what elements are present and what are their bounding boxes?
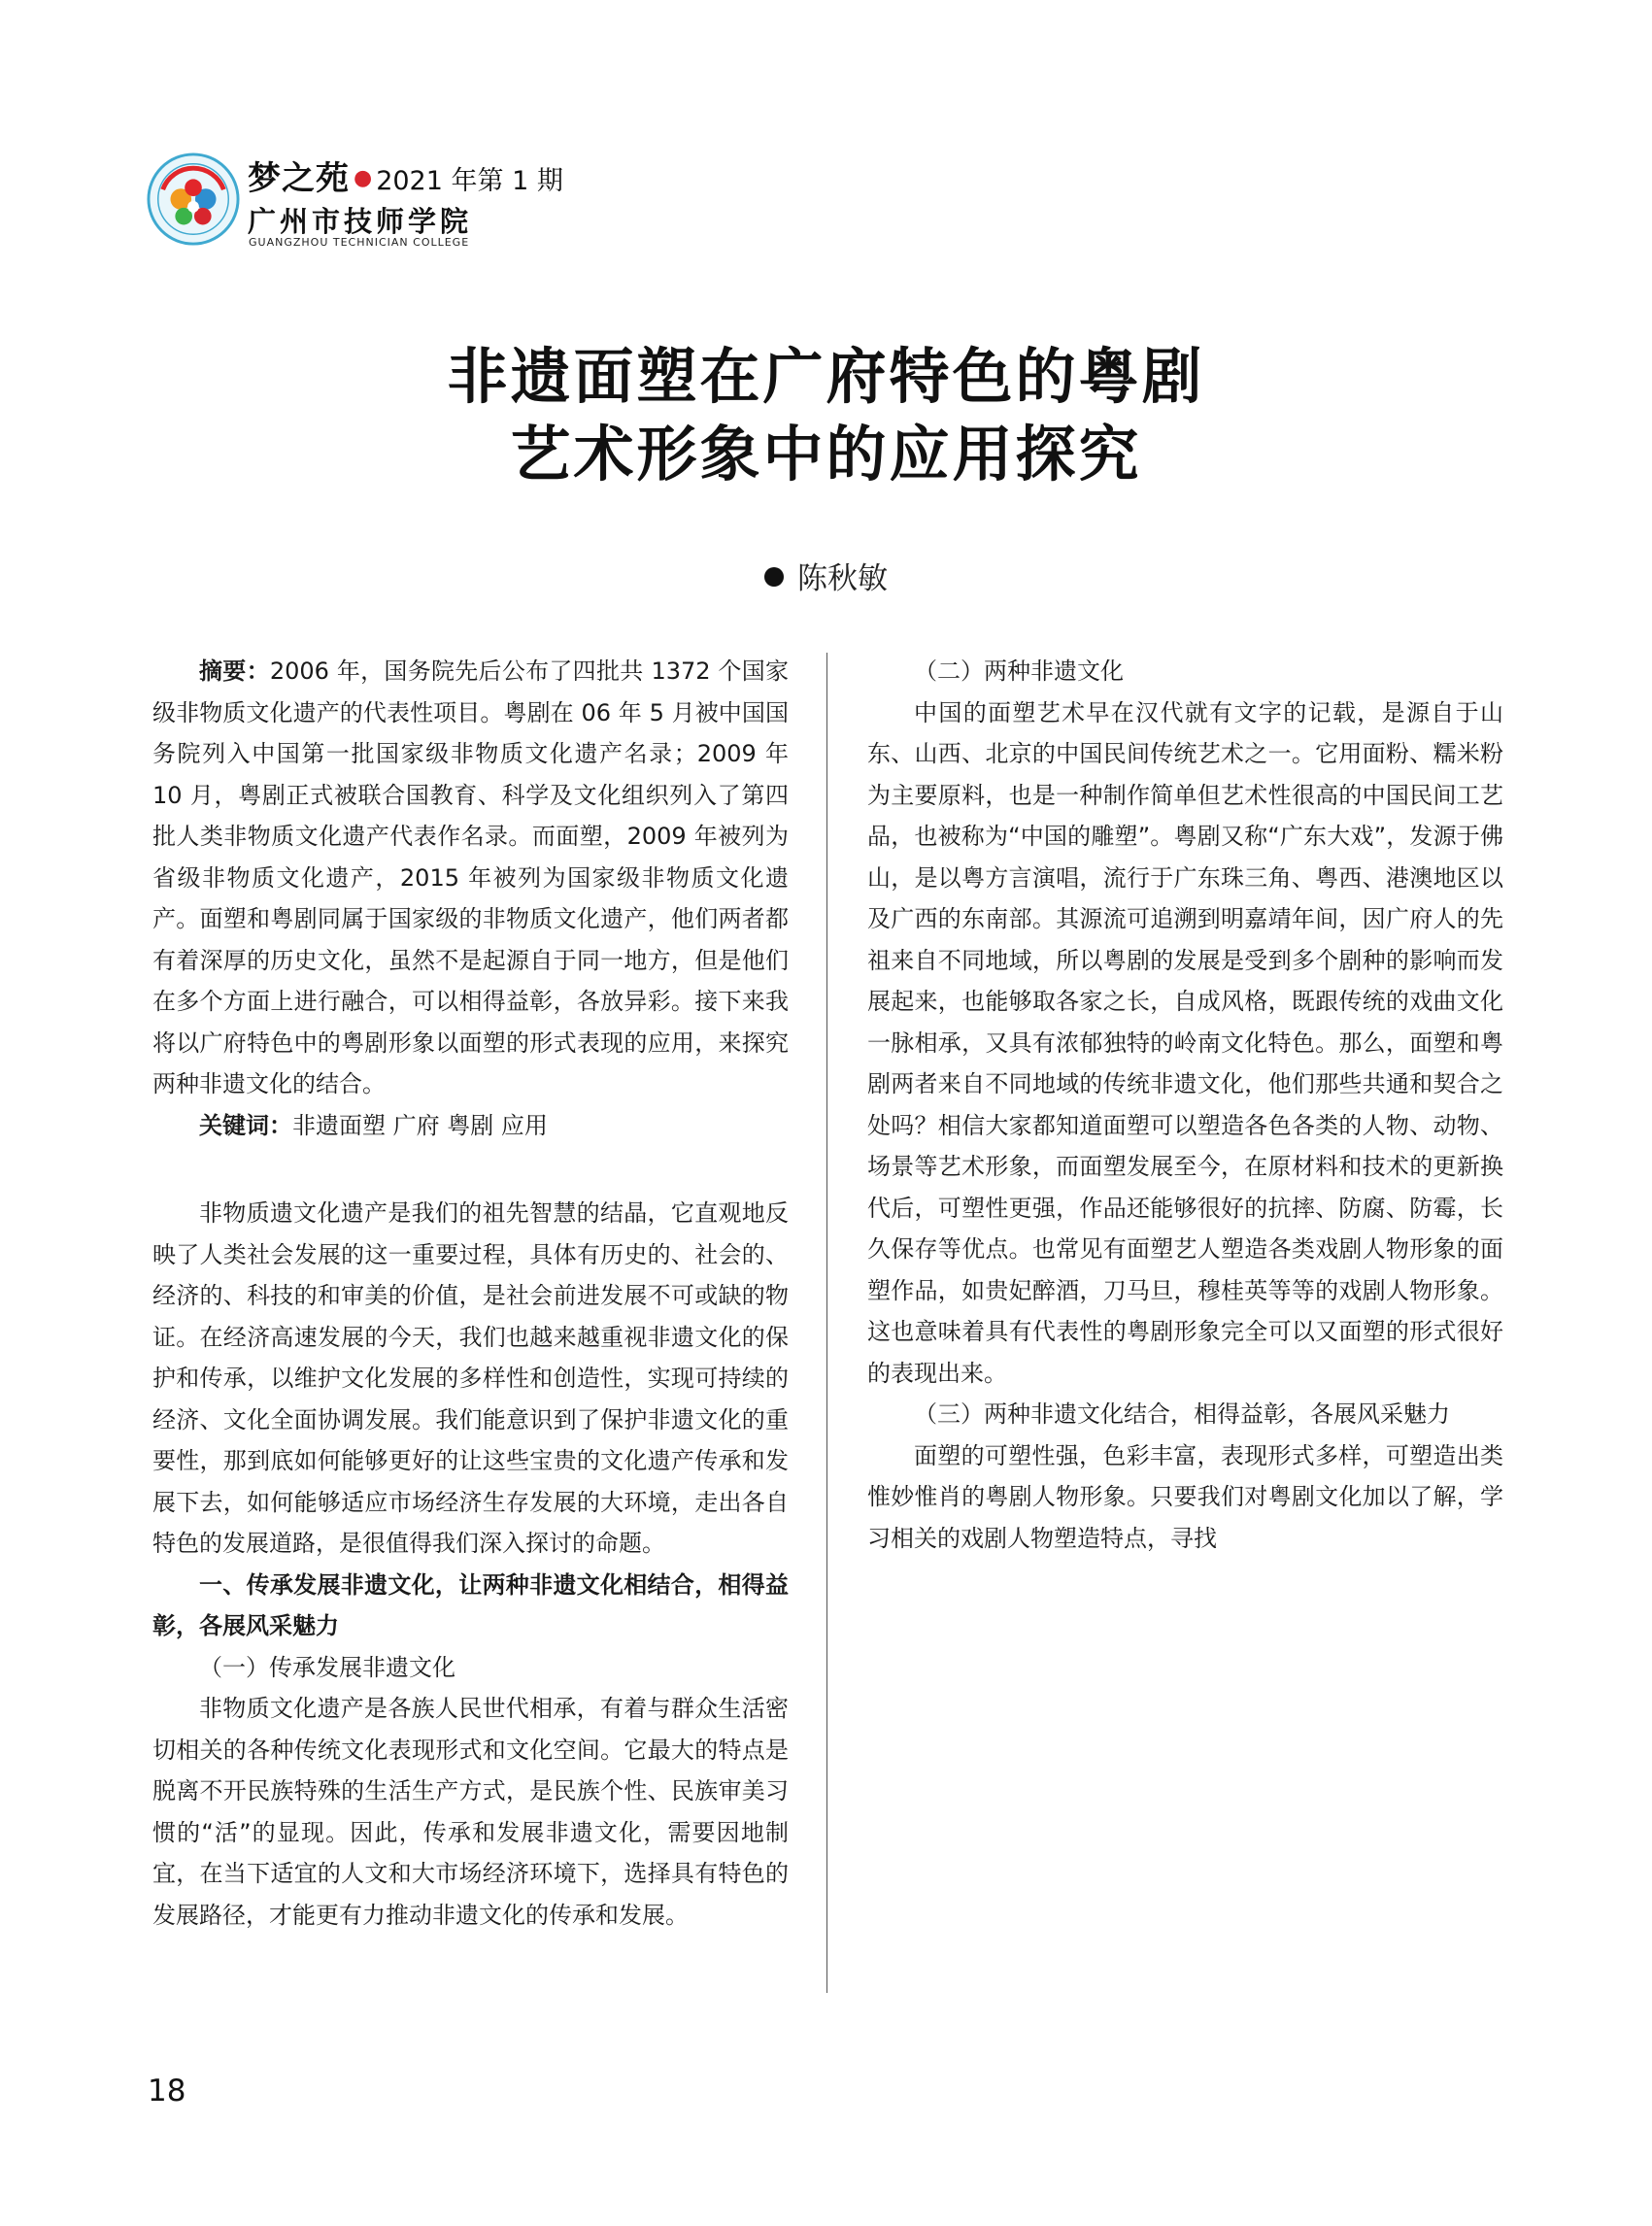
keywords-label: 关键词： [199,1111,292,1139]
subsection3-paragraph: 面塑的可塑性强，色彩丰富，表现形式多样，可塑造出类惟妙惟肖的粤剧人物形象。只要我们对粤剧文化加以了解，学习相关的戏剧人物塑造特点，寻找 [867,1441,1503,1552]
left-column [152,651,789,1936]
abstract-label: 摘要： [199,658,270,685]
keywords [152,1105,789,1147]
separator-dot-icon: ● [354,166,373,190]
intro-paragraph: 非物质遗文化遗产是我们的祖先智慧的结晶，它直观地反映了人类社会发展的这一重要过程，具体有历史的、社会的、经济的、科技的和审美的价值，是社会前进发展不可或缺的物证。在经济高速发展的今天，我们也越来越重视非遗文化的保护和传承，以维护文化发展的多样性和创造性，实现可持续的经济、文化全面协调发展。我们能意识到了保护非遗文化的重要性，那到底如何能够更好的让这些宝贵的文化遗产传承和发展下去，如何能够适应市场经济生存发展的大环境，走出各自特色的发展道路，是很值得我们深入探讨的命题。 [152,1199,789,1557]
bullet-icon [764,567,784,587]
journal-name: 梦之苑 [248,159,350,198]
college-name-en: GUANGZHOU TECHNICIAN COLLEGE [249,236,470,249]
subsection1-heading: （一）传承发展非遗文化 [199,1653,455,1681]
journal-title-line [248,152,563,199]
author-name: 陈秋敏 [797,561,888,596]
article-author [0,554,1652,597]
section1-heading: 一、传承发展非遗文化，让两种非遗文化相结合，相得益彰，各展风采魅力 [152,1570,789,1639]
subsection1-paragraph: 非物质文化遗产是各族人民世代相承，有着与群众生活密切相关的各种传统文化表现形式和文化空间。它最大的特点是脱离不开民族特殊的生活生产方式，是民族个性、民族审美习惯的“活”的显现。因此，传承和发展非遗文化，需要因地制宜，在当下适宜的人文和大市场经济环境下，选择具有特色的发展路径，才能更有力推动非遗文化的传承和发展。 [152,1695,789,1929]
journal-issue: 2021 年第 1 期 [376,166,563,196]
article-title-line1: 非遗面塑在广府特色的粤剧 [447,341,1205,412]
abstract [152,651,789,1105]
college-emblem-icon [146,152,241,247]
keywords-text: 非遗面塑 广府 粤剧 应用 [292,1111,548,1139]
subsection2-heading: （二）两种非遗文化 [914,658,1124,685]
subsection3-heading: （三）两种非遗文化结合，相得益彰，各展风采魅力 [914,1400,1450,1428]
subsection2-paragraph: 中国的面塑艺术早在汉代就有文字的记载，是源自于山东、山西、北京的中国民间传统艺术之一。它用面粉、糯米粉为主要原料，也是一种制作简单但艺术性很高的中国民间工艺品，也被称为“中国的雕塑”。粤剧又称“广东大戏”，发源于佛山，是以粤方言演唱，流行于广东珠三角、粤西、港澳地区以及广西的东南部。其源流可追溯到明嘉靖年间，因广府人的先祖来自不同地域，所以粤剧的发展是受到多个剧种的影响而发展起来，也能够取各家之长，自成风格，既跟传统的戏曲文化一脉相承，又具有浓郁独特的岭南文化特色。那么，面塑和粤剧两者来自不同地域的传统非遗文化，他们那些共通和契合之处吗？相信大家都知道面塑可以塑造各色各类的人物、动物、场景等艺术形象，而面塑发展至今，在原材料和技术的更新换代后，可塑性更强，作品还能够很好的抗摔、防腐、防霉，长久保存等优点。也常见有面塑艺人塑造各类戏剧人物形象的面塑作品，如贵妃醉酒，刀马旦，穆桂英等等的戏剧人物形象。这也意味着具有代表性的粤剧形象完全可以又面塑的形式很好的表现出来。 [867,698,1503,1387]
abstract-text: 2006 年，国务院先后公布了四批共 1372 个国家级非物质文化遗产的代表性项目。粤剧在 06 年 5 月被中国国务院列入中国第一批国家级非物质文化遗产名录；2009 年 10 月，粤剧正式被联合国教育、科学及文化组织列入了第四批人类非物质文化遗产代表作名录。而面塑，2009 年被列为省级非物质文化遗产，2015 年被列为国家级非物质文化遗产。面塑和粤剧同属于国家级的非物质文化遗产，他们两者都有着深厚的历史文化，虽然不是起源自于同一地方，但是他们在多个方面上进行融合，可以相得益彰，各放异彩。接下来我将以广府特色中的粤剧形象以面塑的形式表现的应用，来探究两种非遗文化的结合。 [152,658,790,1097]
college-name: 广州市技师学院 [248,205,473,238]
article-title-line2: 艺术形象中的应用探究 [510,419,1142,489]
column-divider [826,653,827,1993]
spacer [152,1146,789,1193]
right-column [867,651,1503,1559]
page-number: 18 [148,2074,186,2108]
